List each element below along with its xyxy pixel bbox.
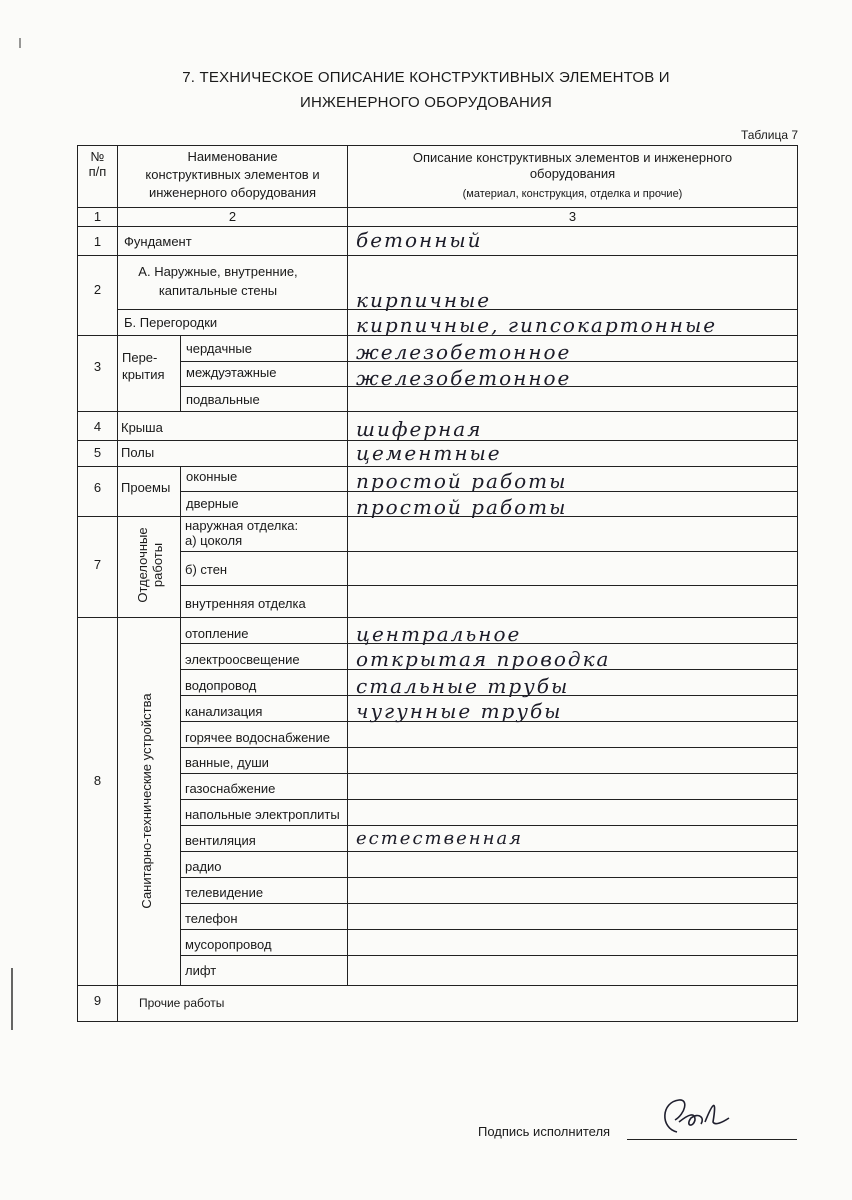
signature-mark — [655, 1092, 735, 1144]
row-9-num: 9 — [93, 993, 102, 1008]
header-col-3: 3 — [568, 209, 577, 224]
row-8-group: Санитарно-технические устройства — [139, 693, 154, 909]
row-8-item-value: открытая проводка — [356, 647, 611, 671]
header-col-1: 1 — [93, 209, 102, 224]
row-8-item-label: отопление — [185, 626, 249, 641]
row-9-name: Прочие работы — [139, 996, 225, 1010]
row-8-item-label: напольные электроплиты — [185, 807, 340, 822]
row-4-num: 4 — [93, 419, 102, 434]
header-name: Наименование конструктивных элементов и инженерного оборудования — [145, 149, 320, 200]
signature-label: Подпись исполнителя — [478, 1124, 611, 1139]
row-8-item-label: вентиляция — [185, 833, 256, 848]
row-3-value-2: железобетонное — [356, 366, 572, 390]
row-5-value: цементные — [356, 441, 502, 465]
row-8-item-value: стальные трубы — [356, 674, 570, 698]
header-description-sub: (материал, конструкция, отделка и прочие) — [462, 188, 683, 200]
row-8-item-label: электроосвещение — [185, 652, 300, 667]
row-3-sub-2: междуэтажные — [186, 365, 277, 380]
row-3-sub-3: подвальные — [186, 392, 260, 407]
row-6-value-2: простой работы — [356, 495, 568, 519]
row-3-num: 3 — [93, 359, 102, 374]
table-caption: Таблица 7 — [740, 128, 798, 142]
row-8-item-label: горячее водоснабжение — [185, 730, 330, 745]
row-2-num: 2 — [93, 282, 102, 297]
row-6-group: Проемы — [121, 480, 171, 495]
row-3-sub-1: чердачные — [186, 341, 252, 356]
row-2a-name: А. Наружные, внутренние, капитальные стены — [138, 264, 298, 298]
document-title-line1: 7. ТЕХНИЧЕСКОЕ ОПИСАНИЕ КОНСТРУКТИВНЫХ ЭЛЕМЕНТОВ И — [182, 69, 670, 86]
row-8-item-label: ванные, души — [185, 755, 269, 770]
row-1-name: Фундамент — [124, 234, 192, 249]
row-2b-value: кирпичные, гипсокартонные — [356, 313, 718, 337]
header-description: Описание конструктивных элементов и инженерного оборудования — [412, 150, 733, 181]
row-1-value: бетонный — [356, 228, 483, 252]
header-num: № п/п — [88, 149, 107, 179]
row-8-item-label: лифт — [185, 963, 217, 978]
row-1-num: 1 — [93, 234, 102, 249]
row-7-group: Отделочные работы — [135, 527, 165, 603]
row-8-item-value: естественная — [356, 828, 524, 849]
row-5-name: Полы — [121, 445, 155, 460]
row-4-value: шиферная — [356, 417, 483, 441]
row-8-item-label: мусоропровод — [185, 937, 272, 952]
row-6-value-1: простой работы — [356, 469, 568, 493]
row-8-item-label: радио — [185, 859, 222, 874]
row-5-num: 5 — [93, 445, 102, 460]
header-col-2: 2 — [228, 209, 237, 224]
row-8-item-label: водопровод — [185, 678, 257, 693]
row-2a-value: кирпичные — [356, 288, 492, 312]
row-7-sub-3: внутренняя отделка — [185, 596, 306, 611]
row-8-item-label: газоснабжение — [185, 781, 276, 796]
row-8-item-label: канализация — [185, 704, 263, 719]
row-8-item-value: центральное — [356, 622, 522, 646]
row-4-name: Крыша — [121, 420, 163, 435]
row-6-num: 6 — [93, 480, 102, 495]
row-7-sub-2: б) стен — [185, 562, 228, 577]
row-8-item-label: телефон — [185, 911, 238, 926]
row-6-sub-1: оконные — [186, 469, 238, 484]
row-8-num: 8 — [93, 773, 102, 788]
row-2b-name: Б. Перегородки — [124, 315, 218, 330]
document-title-line2: ИНЖЕНЕРНОГО ОБОРУДОВАНИЯ — [299, 94, 553, 111]
row-7-sub-1: наружная отделка: а) цоколя — [185, 518, 299, 548]
row-3-group: Пере- крытия — [122, 350, 165, 382]
scan-edge-marks — [0, 0, 40, 1200]
row-8-item-label: телевидение — [185, 885, 264, 900]
row-6-sub-2: дверные — [186, 496, 239, 511]
row-3-value-1: железобетонное — [356, 340, 572, 364]
row-7-num: 7 — [93, 557, 102, 572]
row-8-item-value: чугунные трубы — [356, 699, 563, 723]
